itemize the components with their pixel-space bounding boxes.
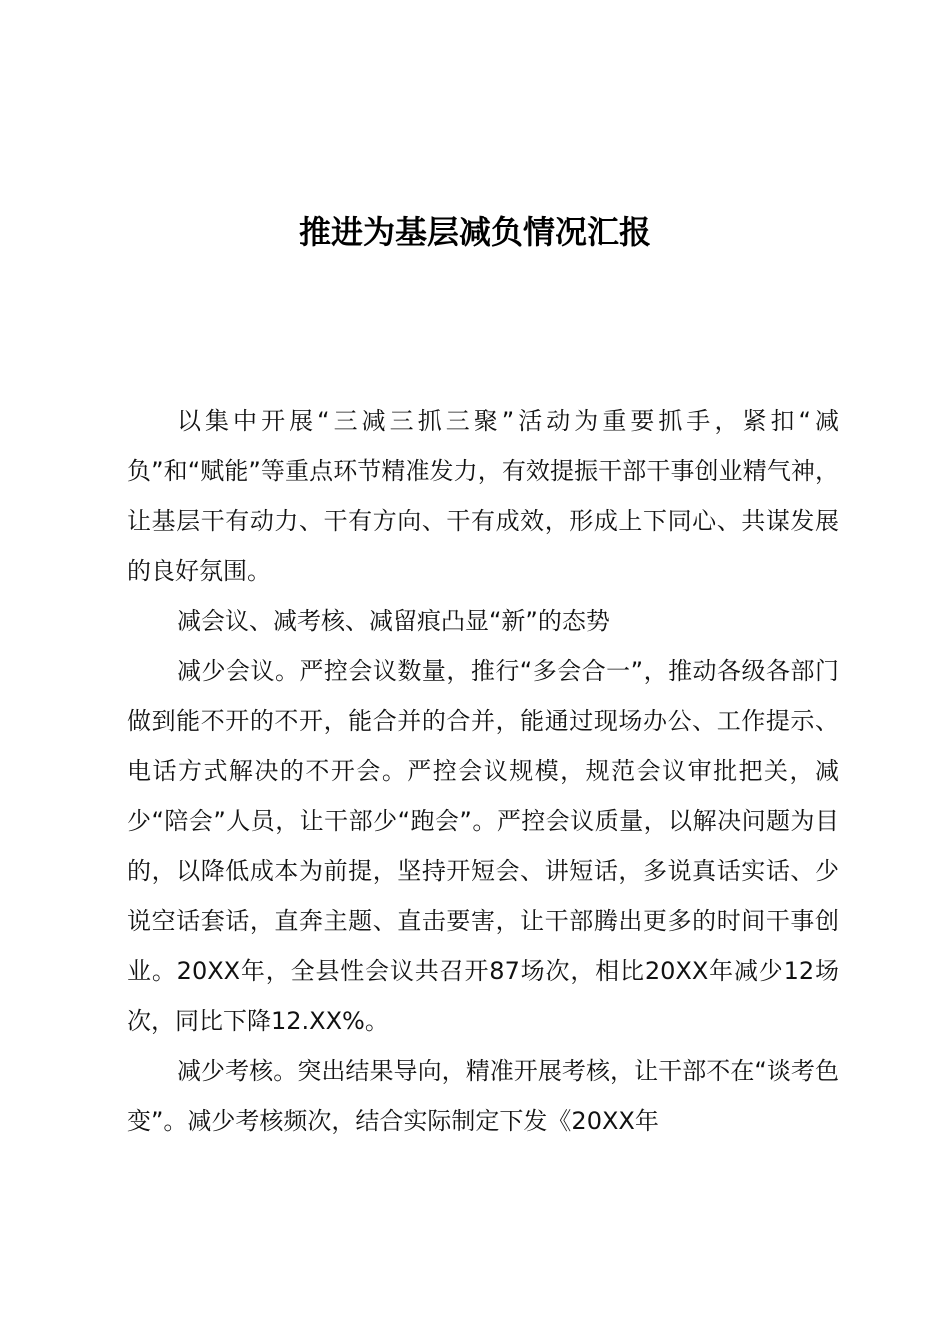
paragraph-intro: 以集中开展“三减三抓三聚”活动为重要抓手，紧扣“减负”和“赋能”等重点环节精准发力，有效提振干部干事创业精气神，让基层干有动力、干有方向、干有成效，形成上下同心、共谋发展的良好氛围。 (127, 407, 839, 585)
document-body (127, 396, 839, 1146)
paragraph-reduce-assessments: 减少考核。突出结果导向，精准开展考核，让干部不在“谈考色变”。减少考核频次，结合实际制定下发《20XX年 (127, 1057, 839, 1135)
section-heading: 减会议、减考核、减留痕凸显“新”的态势 (177, 607, 610, 635)
document-title: 推进为基层减负情况汇报 (298, 213, 651, 251)
paragraph-reduce-meetings: 减少会议。严控会议数量，推行“多会合一”，推动各级各部门做到能不开的不开，能合并的合并，能通过现场办公、工作提示、电话方式解决的不开会。严控会议规模，规范会议审批把关，减少“陪会”人员，让干部少“跑会”。严控会议质量，以解决问题为目的，以降低成本为前提，坚持开短会、讲短话，多说真话实话、少说空话套话，直奔主题、直击要害，让干部腾出更多的时间干事创业。20XX年，全县性会议共召开87场次，相比20XX年减少12场次，同比下降12.XX%。 (127, 657, 839, 1035)
